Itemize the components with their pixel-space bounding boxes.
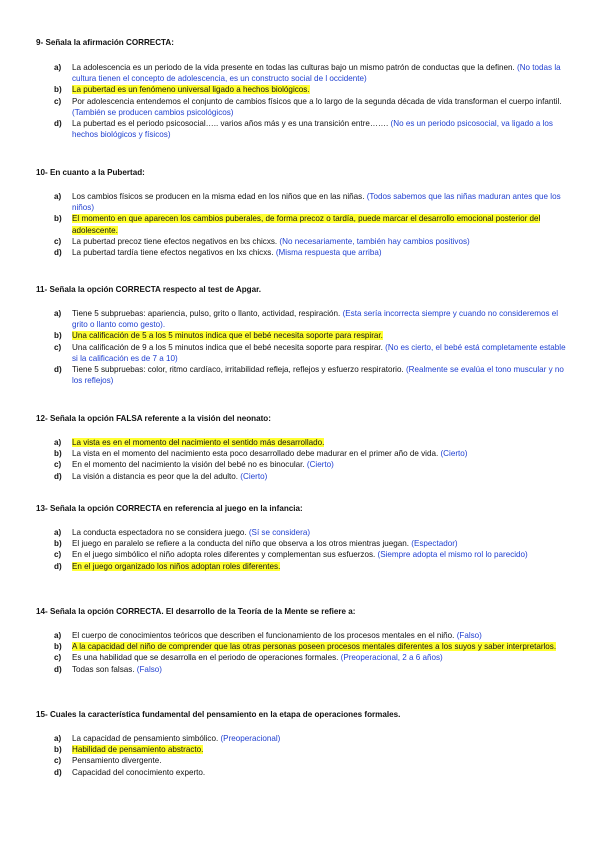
answer-note: (Todos sabemos que las niñas maduran antes que los niños) bbox=[72, 192, 561, 213]
question-options bbox=[36, 437, 572, 482]
option-d: d) Todas son falsas. (Falso) bbox=[54, 664, 162, 674]
answer-note: (Falso) bbox=[456, 631, 482, 640]
question-options bbox=[36, 630, 572, 675]
answer-note: (Falso) bbox=[136, 664, 162, 674]
answer-note: (No necesariamente, también hay cambios positivos) bbox=[279, 236, 470, 246]
answer-note: (Cierto) bbox=[240, 471, 268, 481]
option-c: c) Una calificación de 9 a los 5 minutos indica que el bebé necesita soporte para respirar. (No es cierto, el bebé está completamente estable si la calificación es de 7 a 10) bbox=[54, 342, 566, 363]
option-c: c) Por adolescencia entendemos el conjunto de cambios físicos que a lo largo de la segunda década de vida transforman el cuerpo infantil. (También se producen cambios psicológicos) bbox=[54, 96, 562, 117]
answer-note: (También se producen cambios psicológicos) bbox=[72, 107, 234, 117]
highlighted-answer: La vista es en el momento del nacimiento el sentido más desarrollado. bbox=[72, 438, 325, 447]
option-a: a) Los cambios físicos se producen en la misma edad en los niños que en las niñas. (Todos sabemos que las niñas maduran antes que los niños) bbox=[54, 192, 561, 213]
question-title: 14- Señala la opción CORRECTA. El desarrollo de la Teoría de la Mente se refiere a: bbox=[36, 607, 356, 616]
question-options bbox=[36, 733, 572, 778]
option-c: c) Pensamiento divergente. bbox=[54, 756, 162, 766]
answer-note: (Realmente se evalúa el tono muscular y no los reflejos) bbox=[72, 365, 564, 386]
highlighted-answer: La pubertad es un fenómeno universal ligado a hechos biológicos. bbox=[72, 85, 310, 95]
answer-note: (Siempre adopta el mismo rol lo parecido) bbox=[377, 550, 528, 560]
question-title: 10- En cuanto a la Pubertad: bbox=[36, 168, 145, 177]
option-c: c) En el juego simbólico el niño adopta roles diferentes y complementan sus esfuerzos. (Siempre adopta el mismo rol lo parecido) bbox=[54, 550, 528, 560]
option-c: c) La pubertad precoz tiene efectos negativos en lxs chicxs. (No necesariamente, también hay cambios positivos) bbox=[54, 236, 470, 246]
answer-note: (Preoperacional) bbox=[220, 734, 281, 743]
answer-note: (No todas la cultura tienen el concepto de adolescencia, es un constructo social de l occidente) bbox=[72, 63, 561, 84]
option-a: a) La vista es en el momento del nacimiento el sentido más desarrollado. bbox=[54, 438, 325, 447]
question-title: 13- Señala la opción CORRECTA en referencia al juego en la infancia: bbox=[36, 504, 303, 513]
option-b: b) El momento en que aparecen los cambios puberales, de forma precoz o tardía, puede marcar el desarrollo emocional posterior del adolescente. bbox=[54, 214, 541, 235]
option-d: d) La pubertad es el periodo psicosocial….. varios años más y es una transición entre……. (No es un periodo psicosocial, va ligado a los hechos biológicos y físicos) bbox=[54, 119, 553, 140]
answer-note: (Preoperacional, 2 a 6 años) bbox=[340, 653, 443, 663]
option-a: a) La conducta espectadora no se considera juego. (Sí se considera) bbox=[54, 528, 311, 537]
option-a: a) Tiene 5 subpruebas: apariencia, pulso, grito o llanto, actividad, respiración. (Esta sería incorrecta siempre y cuando no consideremos el grito o llanto como gesto). bbox=[54, 309, 559, 330]
option-d: d) Tiene 5 subpruebas: color, ritmo cardíaco, irritabilidad refleja, reflejos y esfuerzo respiratorio. (Realmente se evalúa el tono muscular y no los reflejos) bbox=[54, 365, 564, 386]
answer-note: (Cierto) bbox=[306, 460, 334, 470]
option-b: b) La vista en el momento del nacimiento esta poco desarrollado debe madurar en el primer año de vida. (Cierto) bbox=[54, 449, 468, 459]
highlighted-answer: A la capacidad del niño de comprender que las otras personas poseen procesos mentales diferentes a los suyos y saber interpretarlos. bbox=[72, 642, 557, 652]
highlighted-answer: El momento en que aparecen los cambios puberales, de forma precoz o tardía, puede marcar el desarrollo emocional posterior del adolescente. bbox=[72, 214, 541, 235]
answer-note: (Espectador) bbox=[411, 539, 458, 549]
highlighted-answer: Una calificación de 5 a los 5 minutos indica que el bebé necesita soporte para respirar. bbox=[72, 331, 383, 341]
answer-note: (Sí se considera) bbox=[248, 528, 311, 537]
option-c: c) En el momento del nacimiento la visión del bebé no es binocular. (Cierto) bbox=[54, 460, 334, 470]
option-a: a) La capacidad de pensamiento simbólico. (Preoperacional) bbox=[54, 734, 281, 743]
answer-note: (No es un periodo psicosocial, va ligado a los hechos biológicos y físicos) bbox=[72, 119, 553, 140]
option-a: a) La adolescencia es un periodo de la vida presente en todas las culturas bajo un mismo patrón de conductas que la definen. (No todas la cultura tienen el concepto de adolescencia, es un constructo social de l occidente) bbox=[54, 63, 561, 84]
option-b: b) Habilidad de pensamiento abstracto. bbox=[54, 745, 204, 755]
option-a: a) El cuerpo de conocimientos teóricos que describen el funcionamiento de los procesos mentales en el niño. (Falso) bbox=[54, 631, 482, 640]
question-options bbox=[36, 191, 572, 258]
question-options bbox=[36, 62, 572, 140]
option-d: d) En el juego organizado los niños adoptan roles diferentes. bbox=[54, 561, 281, 571]
answer-note: (Esta sería incorrecta siempre y cuando no consideremos el grito o llanto como gesto). bbox=[72, 309, 559, 330]
answer-note: (Cierto) bbox=[440, 449, 468, 459]
option-d: d) La visión a distancia es peor que la del adulto. (Cierto) bbox=[54, 471, 268, 481]
highlighted-answer: En el juego organizado los niños adoptan roles diferentes. bbox=[72, 561, 281, 571]
option-b: b) El juego en paralelo se refiere a la conducta del niño que observa a los otros mientras juegan. (Espectador) bbox=[54, 539, 458, 549]
highlighted-answer: Habilidad de pensamiento abstracto. bbox=[72, 745, 204, 755]
answer-note: (Misma respuesta que arriba) bbox=[275, 248, 382, 258]
question-title: 15- Cuales la característica fundamental del pensamiento en la etapa de operaciones formales. bbox=[36, 710, 401, 719]
question-options bbox=[36, 527, 572, 572]
option-b: b) A la capacidad del niño de comprender que las otras personas poseen procesos mentales diferentes a los suyos y saber interpretarlos. bbox=[54, 642, 557, 652]
question-title: 9- Señala la afirmación CORRECTA: bbox=[36, 38, 174, 47]
option-c: c) Es una habilidad que se desarrolla en el periodo de operaciones formales. (Preoperacional, 2 a 6 años) bbox=[54, 653, 443, 663]
question-title: 11- Señala la opción CORRECTA respecto al test de Apgar. bbox=[36, 285, 262, 294]
answer-note: (No es cierto, el bebé está completamente estable si la calificación es de 7 a 10) bbox=[72, 342, 566, 363]
option-d: d) La pubertad tardía tiene efectos negativos en lxs chicxs. (Misma respuesta que arriba) bbox=[54, 248, 382, 258]
option-d: d) Capacidad del conocimiento experto. bbox=[54, 767, 206, 777]
option-b: b) Una calificación de 5 a los 5 minutos indica que el bebé necesita soporte para respirar. bbox=[54, 331, 383, 341]
question-title: 12- Señala la opción FALSA referente a la visión del neonato: bbox=[36, 414, 271, 423]
question-options bbox=[36, 308, 572, 386]
option-b: b) La pubertad es un fenómeno universal ligado a hechos biológicos. bbox=[54, 85, 310, 95]
